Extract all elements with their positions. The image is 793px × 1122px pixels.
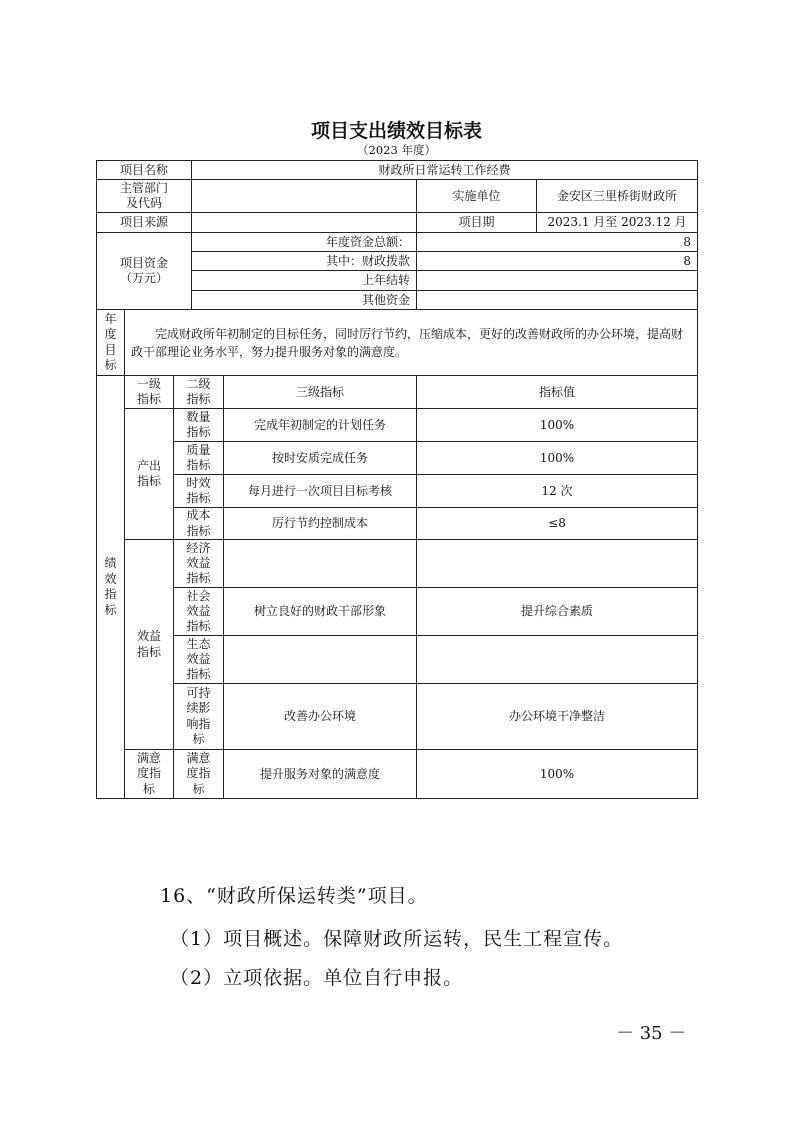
page-subtitle-year: （2023 年度） bbox=[357, 143, 436, 157]
body-line-overview: （1）项目概述。保障财政所运转，民生工程宣传。 bbox=[170, 928, 624, 950]
indicator-value: 办公环境干净整洁 bbox=[416, 683, 698, 750]
source-label: 项目来源 bbox=[96, 212, 192, 233]
body-heading-16: 16、“财政所保运转类”项目。 bbox=[160, 885, 428, 907]
indicator-name bbox=[223, 539, 417, 588]
header-level1: 一级 指标 bbox=[124, 375, 174, 409]
impl-unit-label: 实施单位 bbox=[416, 179, 537, 213]
funds-total-value: 8 bbox=[416, 232, 698, 252]
indicator-name: 厉行节约控制成本 bbox=[223, 507, 417, 540]
indicator-name: 每月进行一次项目目标考核 bbox=[223, 474, 417, 508]
sub-indicator: 生态 效益 指标 bbox=[173, 635, 224, 684]
header-level3: 三级指标 bbox=[223, 375, 417, 409]
period-label: 项目期 bbox=[416, 212, 537, 233]
indicator-value bbox=[416, 539, 698, 588]
indicator-value: 100% bbox=[416, 408, 698, 442]
header-level2: 二级 指标 bbox=[173, 375, 224, 409]
indicator-name: 按时安质完成任务 bbox=[223, 441, 417, 475]
indicator-value: ≤8 bbox=[416, 507, 698, 540]
funds-carryover-value bbox=[416, 270, 698, 291]
sub-indicator: 质量 指标 bbox=[173, 441, 224, 475]
page-title: 项目支出绩效目标表 bbox=[310, 120, 482, 142]
period-value: 2023.1 月至 2023.12 月 bbox=[536, 212, 698, 233]
header-value: 指标值 bbox=[416, 375, 698, 409]
funds-fiscal-label: 其中：财政拨款 bbox=[191, 251, 417, 271]
indicator-value bbox=[416, 635, 698, 684]
sub-indicator: 社会 效益 指标 bbox=[173, 587, 224, 636]
funds-label: 项目资金 （万元） bbox=[96, 232, 192, 310]
project-name-label: 项目名称 bbox=[96, 160, 192, 180]
indicator-name: 改善办公环境 bbox=[223, 683, 417, 750]
project-name-value: 财政所日常运转工作经费 bbox=[191, 160, 698, 180]
group-satisfaction-label: 满意 度指 标 bbox=[124, 749, 174, 799]
sub-indicator: 成本 指标 bbox=[173, 507, 224, 540]
funds-fiscal-value: 8 bbox=[416, 251, 698, 271]
indicator-name: 完成年初制定的计划任务 bbox=[223, 408, 417, 442]
performance-indicator-label: 绩 效 指 标 bbox=[96, 375, 125, 799]
indicator-value: 提升综合素质 bbox=[416, 587, 698, 636]
sub-indicator: 数量 指标 bbox=[173, 408, 224, 442]
group-output-label: 产出 指标 bbox=[124, 408, 174, 540]
funds-other-value bbox=[416, 290, 698, 310]
dept-value bbox=[191, 179, 417, 213]
funds-carryover-label: 上年结转 bbox=[191, 270, 417, 291]
indicator-name: 树立良好的财政干部形象 bbox=[223, 587, 417, 636]
indicator-value: 100% bbox=[416, 441, 698, 475]
annual-goal-label: 年 度 目 标 bbox=[96, 309, 125, 376]
body-line-basis: （2）立项依据。单位自行申报。 bbox=[170, 967, 464, 989]
sub-indicator: 满意 度指 标 bbox=[173, 749, 224, 799]
sub-indicator: 可持 续影 响指 标 bbox=[173, 683, 224, 750]
impl-unit-value: 金安区三里桥街财政所 bbox=[536, 179, 698, 213]
source-value bbox=[191, 212, 417, 233]
indicator-value: 100% bbox=[416, 749, 698, 799]
performance-target-table bbox=[96, 160, 698, 799]
indicator-name: 提升服务对象的满意度 bbox=[223, 749, 417, 799]
indicator-name bbox=[223, 635, 417, 684]
sub-indicator: 经济 效益 指标 bbox=[173, 539, 224, 588]
annual-goal-text: 完成财政所年初制定的目标任务，同时厉行节约，压缩成本，更好的改善财政所的办公环境，提高财政干部理论业务水平，努力提升服务对象的满意度。 bbox=[124, 309, 698, 376]
page-number: － 35 － bbox=[616, 1023, 687, 1044]
group-benefit-label: 效益 指标 bbox=[124, 539, 174, 750]
dept-label: 主管部门 及代码 bbox=[96, 179, 192, 213]
sub-indicator: 时效 指标 bbox=[173, 474, 224, 508]
funds-other-label: 其他资金 bbox=[191, 290, 417, 310]
funds-total-label: 年度资金总额： bbox=[191, 232, 417, 252]
indicator-value: 12 次 bbox=[416, 474, 698, 508]
